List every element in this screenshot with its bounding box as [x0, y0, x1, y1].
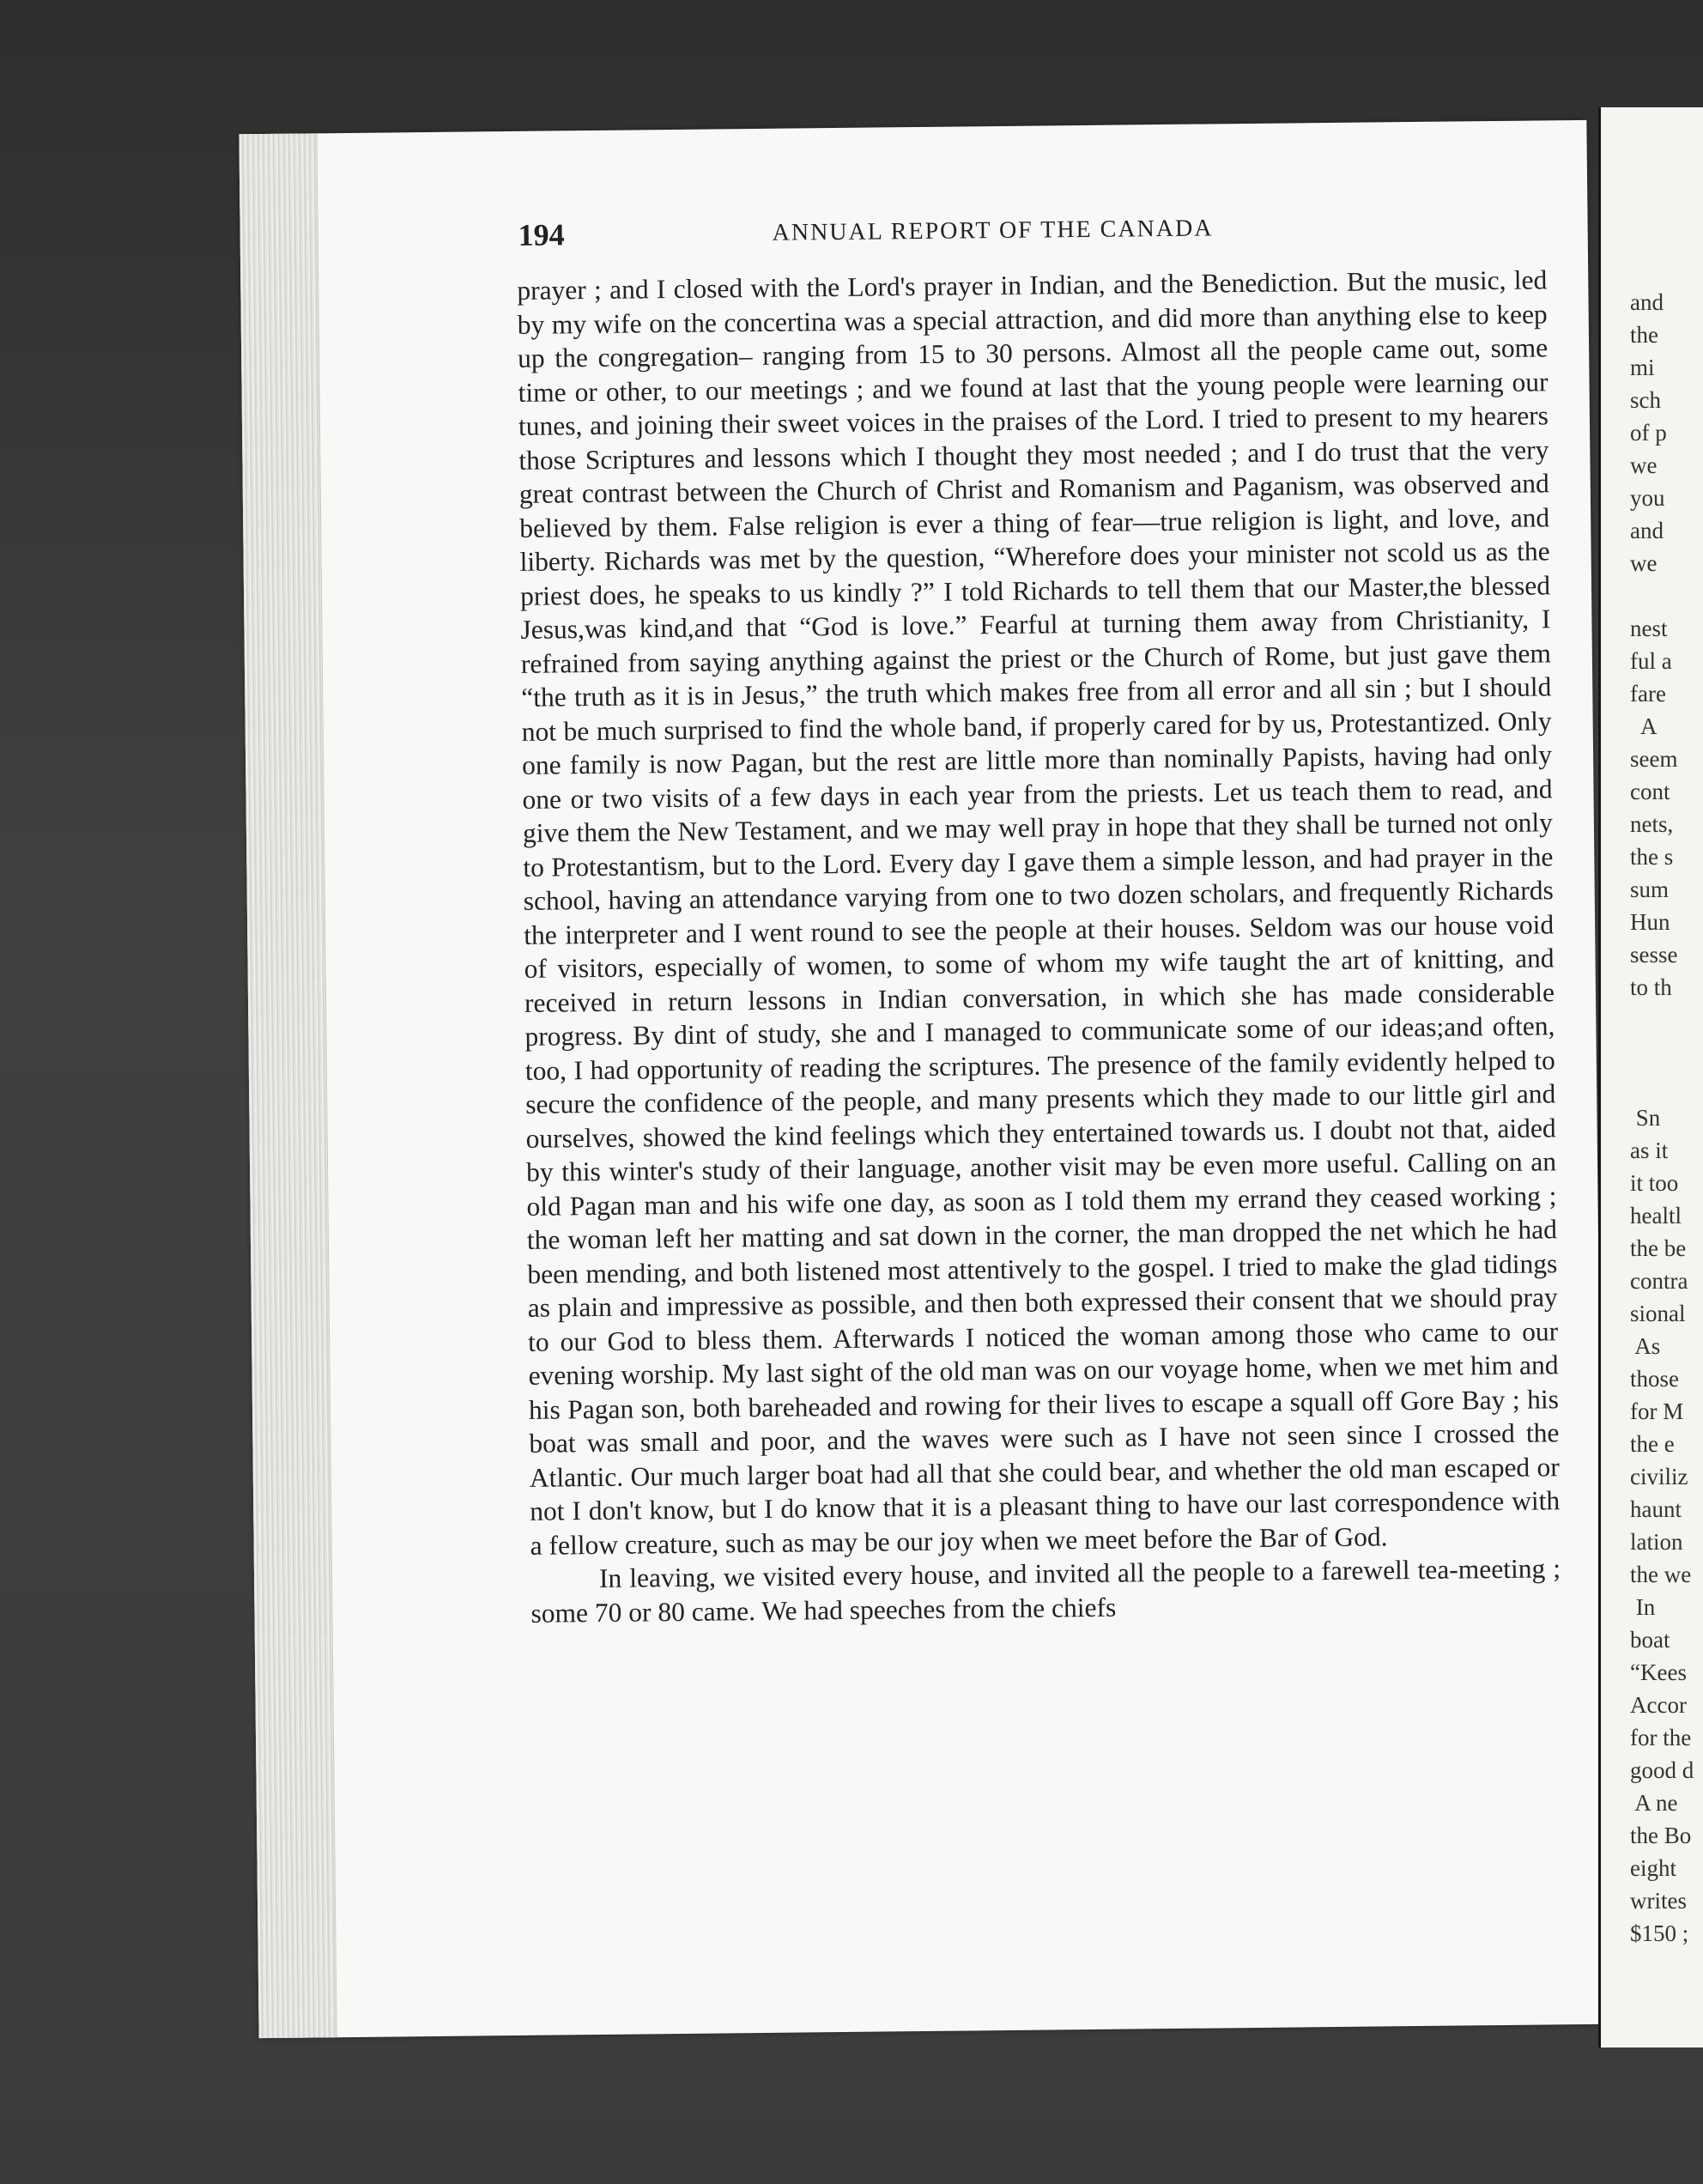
right-page-fragment-line: we: [1630, 550, 1658, 576]
right-page-fragment-line: and: [1630, 518, 1664, 543]
right-page-fragment-line: cont: [1630, 779, 1670, 804]
left-book-page: [239, 120, 1606, 2038]
right-page-fragment-line: ful a: [1630, 648, 1672, 674]
right-page-fragment-line: “Kees: [1630, 1659, 1687, 1685]
right-page-fragment-line: writes: [1630, 1888, 1687, 1914]
right-page-fragment-line: of p: [1630, 420, 1667, 446]
right-page-fragment-line: the Bo: [1630, 1823, 1692, 1848]
right-page-fragment-line: the s: [1630, 844, 1674, 870]
right-page-fragment-line: $150 ;: [1630, 1920, 1689, 1946]
right-page-fragment-line: for M: [1630, 1398, 1684, 1424]
right-page-fragment-line: Accor: [1630, 1692, 1687, 1718]
right-page-fragment-line: Sn: [1630, 1105, 1661, 1131]
right-page-fragment-line: sesse: [1630, 942, 1678, 968]
right-page-fragment-line: sional: [1630, 1301, 1686, 1326]
right-page-fragment-line: eight: [1630, 1855, 1676, 1881]
right-page-text-fragments: [1630, 286, 1694, 1950]
right-page-fragment-line: those: [1630, 1366, 1679, 1392]
right-page-fragment-line: mi: [1630, 355, 1655, 380]
right-page-fragment-line: to th: [1630, 974, 1672, 1000]
right-page-fragment-line: civiliz: [1630, 1464, 1688, 1489]
right-page-fragment-line: As: [1630, 1333, 1661, 1359]
right-page-fragment-line: the be: [1630, 1235, 1687, 1261]
right-page-fragment-line: boat: [1630, 1627, 1670, 1653]
right-page-fragment-line: nets,: [1630, 811, 1674, 837]
right-page-fragment-line: the we: [1630, 1562, 1692, 1587]
right-page-fragment-line: contra: [1630, 1268, 1688, 1294]
paragraph: prayer ; and I closed with the Lord's prayer in Indian, and the Benediction. But the music, led by my wife on the concertina was a special attraction, and did more than anything else to keep up the congregation– ranging from 15 to 30 persons. Almost all the people came out, some time or other, to our meetings ; and we found at last that the young people were learning our tunes, and joining their sweet voices in the praises of the Lord. I tried to present to my hearers those Scriptures and lessons which I thought they most needed ; and I do trust that the very great contrast between the Church of Christ and Romanism and Paganism, was observed and believed by them. False religion is ever a thing of fear—true religion is light, and love, and liberty. Richards was met by the question, “Wherefore does your minister not scold us as the priest does, he speaks to us kindly ?” I told Richards to tell them that our Master,the blessed Jesus,was kind,and that “God is love.” Fearful at turning them away from Christianity, I refrained from saying anything against the priest or the Church of Rome, but just gave them “the truth as it is in Jesus,” the truth which makes free from all error and all sin ; but I should not be much surprised to find the whole band, if properly cared for by us, Protestantized. Only one family is now Pagan, but the rest are little more than nominally Papists, having had only one or two visits of a few days in each year from the priests. Let us teach them to read, and give them the New Testament, and we may well pray in hope that they shall be turned not only to Protestantism, but to the Lord. Every day I gave them a simple lesson, and had prayer in the school, having an attendance varying from one to two dozen scholars, and frequently Richards the interpreter and I went round to see the people at their houses. Seldom was our house void of visitors, especially of women, to some of whom my wife taught the art of knitting, and received in return lessons in Indian conversation, in which she has made considerable progress. By dint of study, she and I managed to communicate some of our ideas;and often, too, I had opportunity of reading the scriptures. The presence of the family evidently helped to secure the confidence of the people, and many presents which they made to our little girl and ourselves, showed the kind feelings which they entertained towards us. I doubt not that, aided by this winter's study of their language, another visit may be even more useful. Calling on an old Pagan man and his wife one day, as soon as I told them my errand they ceased working ; the woman left her matting and sat down in the corner, the man dropped the net which he had been mending, and both listened most attentively to the gospel. I tried to make the glad tidings as plain and impressive as possible, and then both expressed their consent that we should pray to our God to bless them. Afterwards I noticed the woman among those who came to our evening worship. My last sight of the old man was on our voyage home, when we met him and his Pagan son, both bareheaded and rowing for their lives to escape a squall off Gore Bay ; his boat was small and poor, and the waves were such as I have not seen since I crossed the Atlantic. Our much larger boat had all that she could bear, and whether the old man escaped or not I don't know, but I do know that it is a pleasant thing to have our last correspondence with a fellow creature, such as may be our joy when we meet before the Bar of God.: [517, 264, 1561, 1561]
page-number: 194: [518, 217, 565, 252]
right-page-fragment-line: [1630, 1004, 1694, 1036]
running-head: ANNUAL REPORT OF THE CANADA: [772, 215, 1214, 246]
body-text: [517, 263, 1561, 1629]
paragraph: In leaving, we visited every house, and invited all the people to a farewell tea-meeting ; some 70 or 80 came. We had speeches from the chiefs: [530, 1553, 1561, 1629]
right-page-fragment-line: [1630, 1069, 1694, 1101]
right-page-fragment-line: good d: [1630, 1757, 1694, 1783]
right-page-fragment-line: sum: [1630, 877, 1670, 902]
right-page-fragment-line: sch: [1630, 387, 1661, 413]
right-page-fragment-line: [1630, 1036, 1694, 1069]
right-page-fragment-line: haunt: [1630, 1496, 1682, 1522]
right-page-fragment-line: the: [1630, 322, 1658, 348]
right-page-fragment-line: for the: [1630, 1725, 1692, 1750]
right-book-page-fragment: [1598, 107, 1703, 2048]
right-page-fragment-line: lation: [1630, 1529, 1683, 1555]
right-page-fragment-line: seem: [1630, 746, 1678, 772]
right-page-fragment-line: healtl: [1630, 1203, 1682, 1228]
right-page-fragment-line: you: [1630, 485, 1665, 511]
right-page-fragment-line: fare: [1630, 681, 1666, 707]
right-page-fragment-line: the e: [1630, 1431, 1675, 1457]
right-page-fragment-line: as it: [1630, 1138, 1669, 1163]
right-page-fragment-line: it too: [1630, 1170, 1679, 1196]
right-page-fragment-line: nest: [1630, 616, 1668, 641]
right-page-fragment-line: [1630, 579, 1694, 612]
right-page-fragment-line: and: [1630, 289, 1664, 315]
right-page-fragment-line: A: [1630, 713, 1658, 739]
right-page-fragment-line: Hun: [1630, 909, 1670, 935]
right-page-fragment-line: In: [1630, 1594, 1656, 1620]
right-page-fragment-line: A ne: [1630, 1790, 1678, 1816]
right-page-fragment-line: we: [1630, 452, 1658, 478]
